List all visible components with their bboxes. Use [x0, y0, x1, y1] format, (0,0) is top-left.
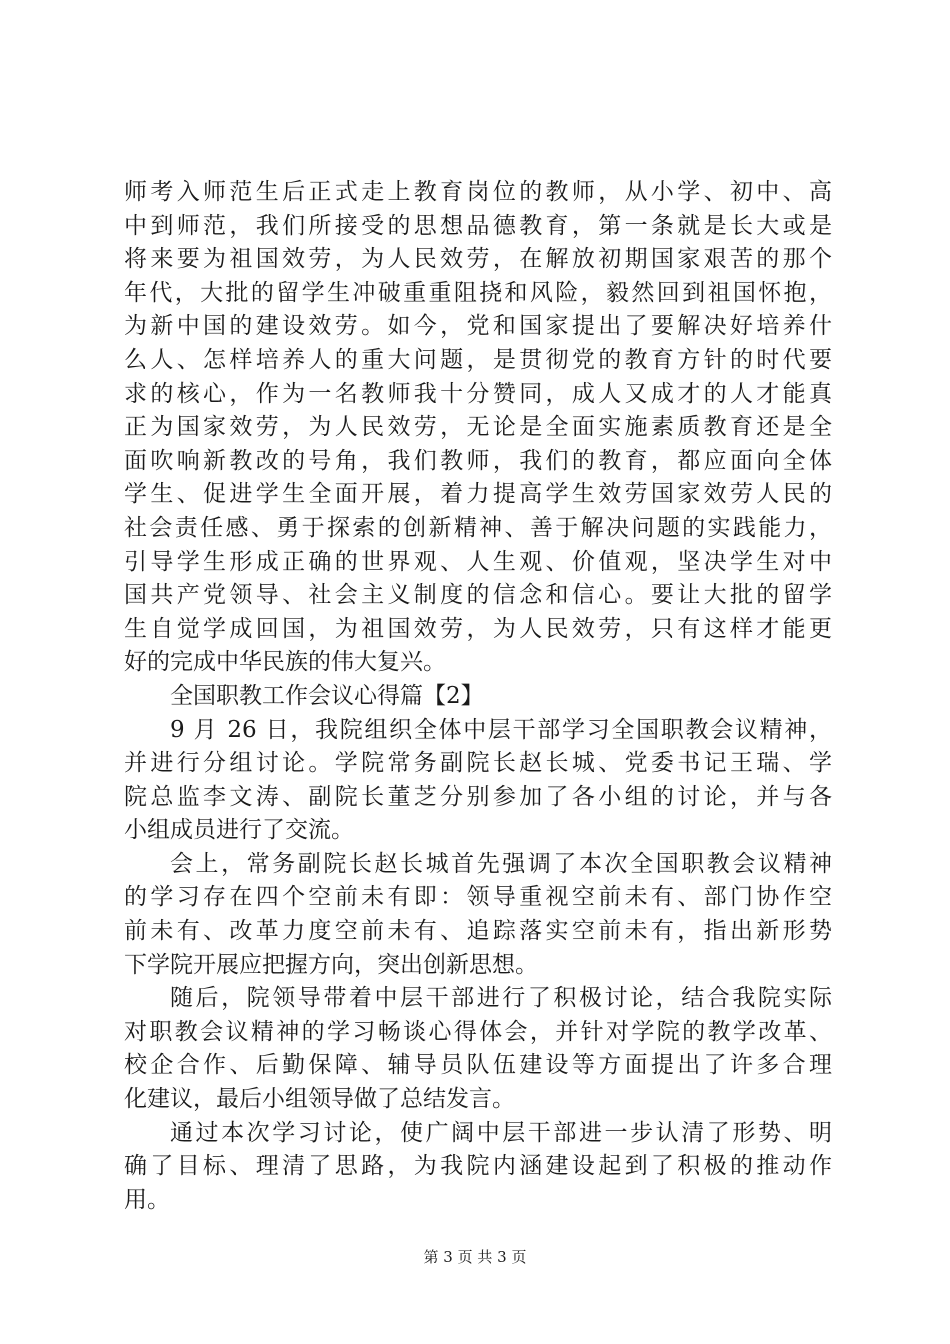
paragraph-2 [124, 714, 832, 848]
text-line: 用。 [124, 1186, 170, 1213]
paragraph-5 [124, 1117, 832, 1218]
text-line: 么人、怎样培养人的重大问题，是贯彻党的教育方针的时代要 [124, 346, 832, 373]
text-line: 年代，大批的留学生冲破重重阻挠和风险，毅然回到祖国怀抱， [124, 279, 832, 306]
text-line: 将来要为祖国效劳，为人民效劳，在解放初期国家艰苦的那个 [124, 246, 832, 273]
section-heading: 全国职教工作会议心得篇【2】 [170, 682, 484, 709]
text-line: 生自觉学成回国，为祖国效劳，为人民效劳，只有这样才能更 [124, 615, 832, 642]
text-line: 国共产党领导、社会主义制度的信念和信心。要让大批的留学 [124, 582, 832, 609]
paragraph-1 [124, 176, 832, 680]
text-line: 随后，院领导带着中层干部进行了积极讨论，结合我院实际 [170, 985, 832, 1012]
paragraph-3 [124, 848, 832, 982]
text-line: 前未有、改革力度空前未有、追踪落实空前未有，指出新形势 [124, 918, 832, 945]
text-line: 下学院开展应把握方向，突出创新思想。 [124, 951, 538, 978]
text-line: 对职教会议精神的学习畅谈心得体会，并针对学院的教学改革、 [124, 1018, 832, 1045]
text-line: 中到师范，我们所接受的思想品德教育，第一条就是长大或是 [124, 212, 832, 239]
text-line: 的学习存在四个空前未有即：领导重视空前未有、部门协作空 [124, 884, 832, 911]
text-line: 化建议，最后小组领导做了总结发言。 [124, 1086, 515, 1113]
page-footer: 第 3 页 共 3 页 [423, 1248, 527, 1266]
text-line: 引导学生形成正确的世界观、人生观、价值观，坚决学生对中 [124, 548, 832, 575]
text-line: 学生、促进学生全面开展，着力提高学生效劳国家效劳人民的 [124, 481, 832, 508]
text-line: 好的完成中华民族的伟大复兴。 [124, 649, 446, 676]
text-line: 师考入师范生后正式走上教育岗位的教师，从小学、初中、高 [124, 179, 832, 205]
text-line: 9 月 26 日，我院组织全体中层干部学习全国职教会议精神， [170, 716, 832, 743]
text-line: 求的核心，作为一名教师我十分赞同，成人又成才的人才能真 [124, 380, 832, 407]
text-line: 为新中国的建设效劳。如今，党和国家提出了要解决好培养什 [124, 313, 832, 340]
text-line: 面吹响新教改的号角，我们教师，我们的教育，都应面向全体 [124, 447, 832, 474]
text-line: 正为国家效劳，为人民效劳，无论是全面实施素质教育还是全 [124, 414, 832, 441]
text-line: 并进行分组讨论。学院常务副院长赵长城、党委书记王瑞、学 [124, 750, 832, 777]
text-line: 会上，常务副院长赵长城首先强调了本次全国职教会议精神 [170, 850, 832, 877]
text-line: 小组成员进行了交流。 [124, 817, 354, 844]
paragraph-4 [124, 982, 832, 1116]
text-line: 校企合作、后勤保障、辅导员队伍建设等方面提出了许多合理 [124, 1052, 832, 1079]
document-body [124, 176, 832, 1217]
text-line: 通过本次学习讨论，使广阔中层干部进一步认清了形势、明 [170, 1119, 832, 1146]
text-line: 确了目标、理清了思路，为我院内涵建设起到了积极的推动作 [124, 1153, 832, 1180]
text-line: 社会责任感、勇于探索的创新精神、善于解决问题的实践能力， [124, 514, 832, 541]
text-line: 院总监李文涛、副院长董芝分别参加了各小组的讨论，并与各 [124, 783, 832, 810]
